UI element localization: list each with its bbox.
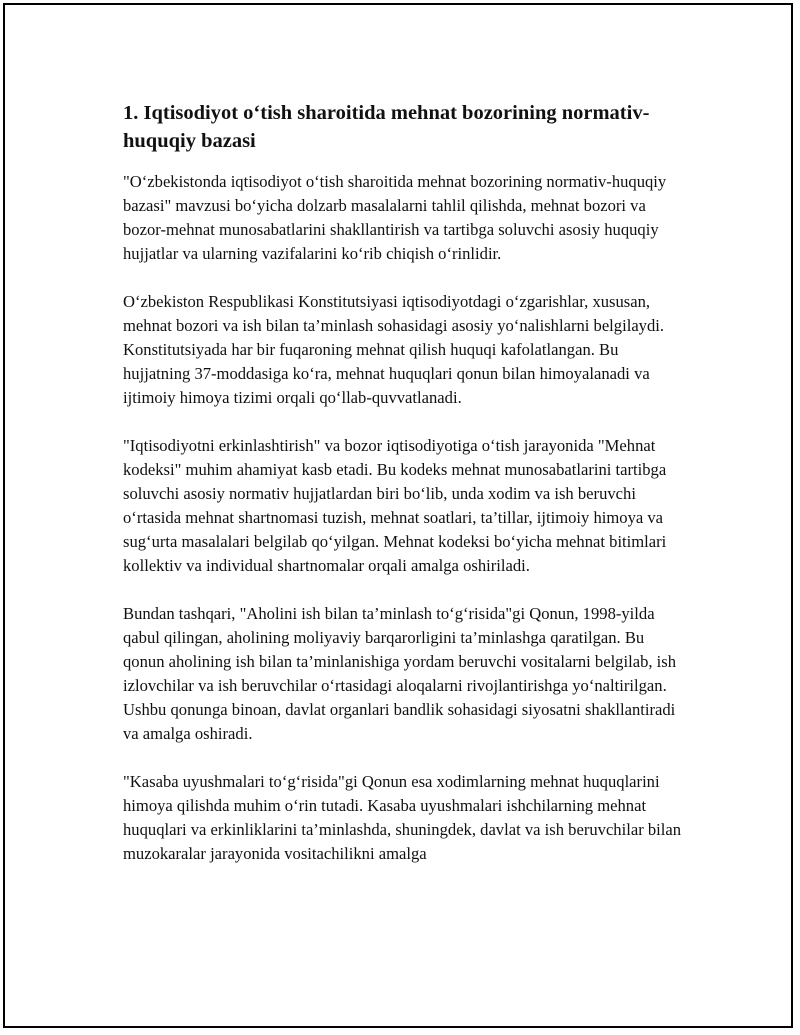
paragraph-constitution: O‘zbekiston Respublikasi Konstitutsiyasi iqtisodiyotdagi o‘zgarishlar, xususan, mehnat bozori va ish bilan ta’minlash sohasidagi asosiy yo‘nalishlarni belgilaydi. Konstitutsiyada har bir fuqaroning mehnat qilish huquqi kafolatlangan. Bu hujjatning 37-moddasiga ko‘ra, mehnat huquqlari qonun bilan himoyalanadi va ijtimoiy himoya tizimi orqali qo‘llab-quvvatlanadi. <box>123 292 665 407</box>
paragraph-employment-law: Bundan tashqari, "Aholini ish bilan ta’minlash to‘g‘risida"gi Qonun, 1998-yilda qabul qilingan, aholining moliyaviy barqarorligini ta’minlashga qaratilgan. Bu qonun aholining ish bilan ta’minlanishiga yordam beruvchi vositalarni belgilab, ish izlovchilar va ish beruvchilar o‘rtasidagi aloqalarni rivojlantirishga yo‘naltirilgan. Ushbu qonunga binoan, davlat organlari bandlik sohasidagi siyosatni shakllantiradi va amalga oshiradi. <box>123 604 677 743</box>
page-frame <box>3 3 793 1028</box>
document-body <box>123 99 689 890</box>
paragraph-trade-unions: "Kasaba uyushmalari to‘g‘risida"gi Qonun esa xodimlarning mehnat huquqlarini himoya qilishda muhim o‘rin tutadi. Kasaba uyushmalari ishchilarning mehnat huquqlari va erkinliklarini ta’minlashda, shuningdek, davlat va ish beruvchilar bilan muzokaralar jarayonida vositachilikni amalga <box>123 772 682 863</box>
paragraph-intro: "O‘zbekistonda iqtisodiyot o‘tish sharoitida mehnat bozorining normativ-huquqiy bazasi" mavzusi bo‘yicha dolzarb masalalarni tahlil qilishda, mehnat bozori va bozor-mehnat munosabatlarini shakllantirish va tartibga soluvchi asosiy huquqiy hujjatlar va ularning vazifalarini ko‘rib chiqish o‘rinlidir. <box>123 172 667 263</box>
section-heading: 1. Iqtisodiyot o‘tish sharoitida mehnat bozorining normativ-huquqiy bazasi <box>123 102 650 152</box>
paragraph-labor-code: "Iqtisodiyotni erkinlashtirish" va bozor iqtisodiyotiga o‘tish jarayonida "Mehnat kodeksi" muhim ahamiyat kasb etadi. Bu kodeks mehnat munosabatlarini tartibga soluvchi asosiy normativ hujjatlardan biri bo‘lib, unda xodim va ish beruvchi o‘rtasida mehnat shartnomasi tuzish, mehnat soatlari, ta’tillar, ijtimoiy himoya va sug‘urta masalalari belgilab qo‘yilgan. Mehnat kodeksi bo‘yicha mehnat bitimlari kollektiv va individual shartnomalar orqali amalga oshiriladi. <box>123 436 667 575</box>
